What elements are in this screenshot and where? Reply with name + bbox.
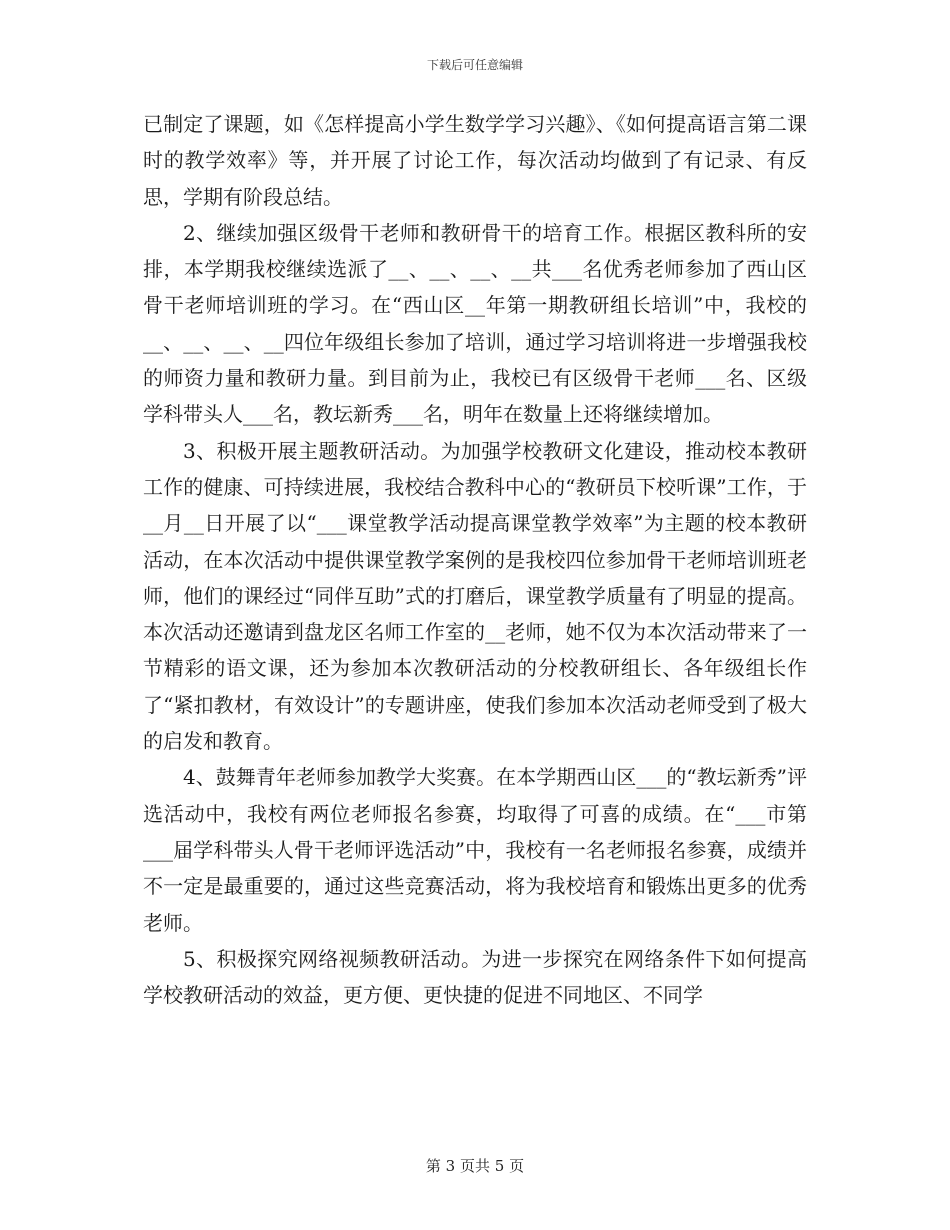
paragraph-item-4: 4、鼓舞青年老师参加教学大奖赛。在本学期西山区___的“教坛新秀”评选活动中，我校有两位老师报名参赛，均取得了可喜的成绩。在“___市第___届学科带头人骨干老师评选活动”中，我校有一名老师报名参赛，成绩并不一定是最重要的，通过这些竞赛活动，将为我校培育和锻炼出更多的优秀老师。	[143, 765, 807, 935]
paragraph-continuation: 已制定了课题，如《怎样提高小学生数学学习兴趣》、《如何提高语言第二课时的教学效率》等，并开展了讨论工作，每次活动均做到了有记录、有反思，学期有阶段总结。	[143, 112, 807, 209]
page-header: 下载后可任意编辑	[426, 58, 523, 72]
paragraph-item-3: 3、积极开展主题教研活动。为加强学校教研文化建设，推动校本教研工作的健康、可持续进展，我校结合教科中心的“教研员下校听课”工作，于__月__日开展了以“___课堂教学活动提高课堂教学效率”为主题的校本教研活动，在本次活动中提供课堂教学案例的是我校四位参加骨干老师培训班老师，他们的课经过“同伴互助”式的打磨后，课堂教学质量有了明显的提高。本次活动还邀请到盘龙区名师工作室的__老师，她不仅为本次活动带来了一节精彩的语文课，还为参加本次教研活动的分校教研组长、各年级组长作了“紧扣教材，有效设计”的专题讲座，使我们参加本次活动老师受到了极大的启发和教育。	[143, 438, 807, 754]
document-body	[143, 106, 807, 1013]
paragraph-item-2: 2、继续加强区级骨干老师和教研骨干的培育工作。根据区教科所的安排，本学期我校继续选派了__、__、__、__共___名优秀老师参加了西山区骨干老师培训班的学习。在“西山区__年第一期教研组长培训”中，我校的__、__、__、__四位年级组长参加了培训，通过学习培训将进一步增强我校的师资力量和教研力量。到目前为止，我校已有区级骨干老师___名、区级学科带头人___名，教坛新秀___名，明年在数量上还将继续增加。	[143, 220, 807, 427]
paragraph-item-5: 5、积极探究网络视频教研活动。为进一步探究在网络条件下如何提高学校教研活动的效益，更方便、更快捷的促进不同地区、不同学	[143, 946, 807, 1008]
page-footer: 第 3 页共 5 页	[425, 1157, 525, 1175]
